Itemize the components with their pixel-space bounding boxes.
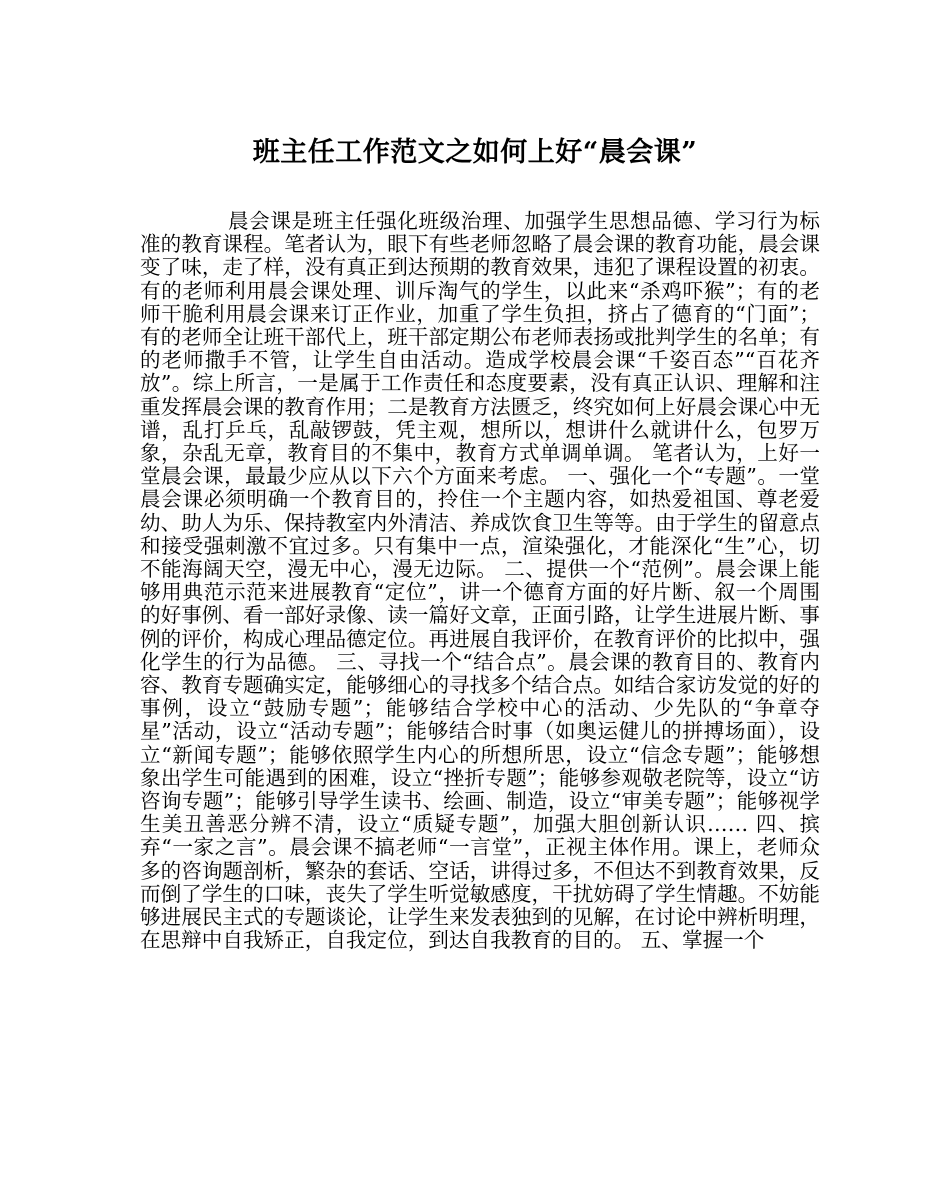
document-title: 班主任工作范文之如何上好“晨会课”	[252, 137, 698, 168]
document-body: 晨会课是班主任强化班级治理、加强学生思想品德、学习行为标准的教育课程。笔者认为，眼下有些老师忽略了晨会课的教育功能，晨会课变了味，走了样，没有真正到达预期的教育效果，违犯了课程设置的初衷。有的老师利用晨会课处理、训斥淘气的学生，以此来“杀鸡吓猴”；有的老师干脆利用晨会课来订正作业，加重了学生负担，挤占了德育的“门面”；有的老师全让班干部代上，班干部定期公布老师表扬或批判学生的名单；有的老师撒手不管，让学生自由活动。造成学校晨会课“千姿百态”“百花齐放”。综上所言，一是属于工作责任和态度要素，没有真正认识、理解和注重发挥晨会课的教育作用；二是教育方法匮乏，终究如何上好晨会课心中无谱，乱打乒乓，乱敲锣鼓，凭主观，想所以，想讲什么就讲什么，包罗万象，杂乱无章，教育目的不集中，教育方式单调单调。 笔者认为，上好一堂晨会课，最最少应从以下六个方面来考虑。 一、强化一个“专题”。一堂晨会课必须明确一个教育目的，拎住一个主题内容，如热爱祖国、尊老爱幼、助人为乐、保持教室内外清洁、养成饮食卫生等等。由于学生的留意点和接受强刺激不宜过多。只有集中一点，渲染强化，才能深化“生”心，切不能海阔天空，漫无中心，漫无边际。 二、提供一个“范例”。晨会课上能够用典范示范来进展教育“定位”，讲一个德育方面的好片断、叙一个周围的好事例、看一部好录像、读一篇好文章，正面引路，让学生进展片断、事例的评价，构成心理品德定位。再进展自我评价，在教育评价的比拟中，强化学生的行为品德。 三、寻找一个“结合点”。晨会课的教育目的、教育内容、教育专题确实定，能够细心的寻找多个结合点。如结合家访发觉的好的事例，设立“鼓励专题”；能够结合学校中心的活动、少先队的“争章夺星”活动，设立“活动专题”；能够结合时事（如奥运健儿的拼搏场面），设立“新闻专题”；能够依照学生内心的所想所思，设立“信念专题”；能够想象出学生可能遇到的困难，设立“挫折专题”；能够参观敬老院等，设立“访咨询专题”；能够引导学生读书、绘画、制造，设立“审美专题”；能够视学生美丑善恶分辨不清，设立“质疑专题”，加强大胆创新认识…… 四、摈弃“一家之言”。晨会课不搞老师“一言堂”，正视主体作用。课上，老师众多的咨询题剖析，繁杂的套话、空话，讲得过多，不但达不到教育效果，反而倒了学生的口味，丧失了学生听觉敏感度，干扰妨碍了学生情趣。不妨能够进展民主式的专题谈论，让学生来发表独到的见解，在讨论中辨析明理，在思辩中自我矫正，自我定位，到达自我教育的目的。 五、掌握一个	[140, 209, 821, 953]
